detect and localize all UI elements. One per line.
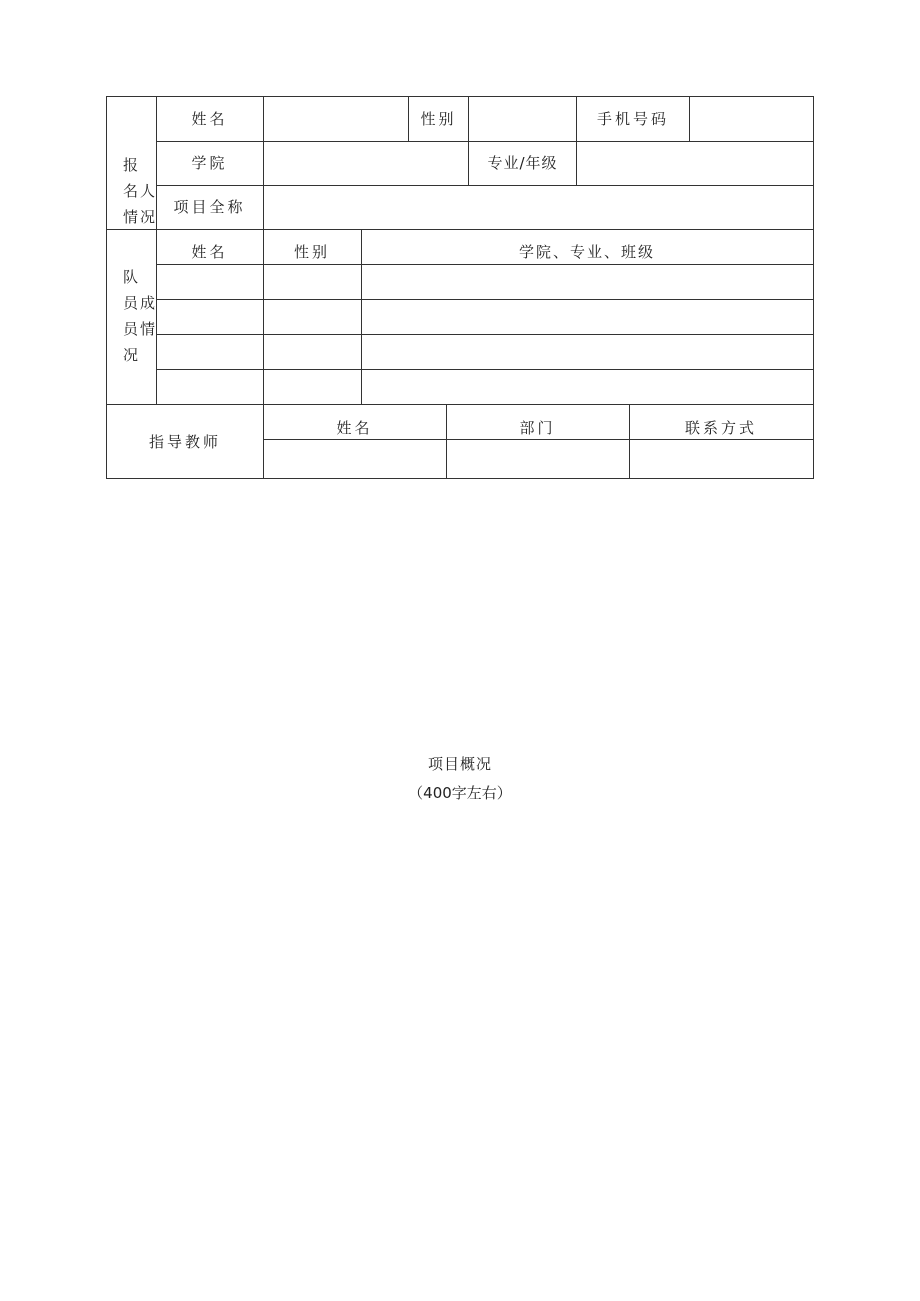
team-section-label: 队 员成 员情 况 [123,268,158,364]
project-summary-note: （400字左右） [408,784,512,802]
major-grade-label: 专业/年级 [487,154,558,172]
advisor-name-header: 姓名 [336,419,373,437]
team-member-college-field[interactable] [362,300,813,334]
applicant-gender-field[interactable] [469,98,576,141]
project-name-label: 项目全称 [173,198,246,216]
row-divider [107,229,813,230]
college-label: 学院 [191,154,228,172]
advisor-contact-header: 联系方式 [684,419,757,437]
phone-label: 手机号码 [596,110,669,128]
applicant-section-label: 报 名人 情况 [123,156,158,226]
team-name-header: 姓名 [191,243,228,261]
advisor-dept-header: 部门 [519,419,556,437]
team-member-gender-field[interactable] [264,265,361,299]
registration-form-table [106,96,814,479]
project-summary-title: 项目概况 [427,755,492,773]
project-name-field[interactable] [264,186,813,229]
team-member-college-field[interactable] [362,265,813,299]
applicant-name-field[interactable] [264,98,408,141]
row-divider [107,404,813,405]
team-member-college-field[interactable] [362,370,813,404]
team-gender-header: 性别 [293,243,330,261]
team-member-gender-field[interactable] [264,335,361,369]
team-member-college-field[interactable] [362,335,813,369]
applicant-major-field[interactable] [577,142,813,185]
team-member-name-field[interactable] [157,265,263,299]
team-college-header: 学院、专业、班级 [518,243,655,261]
team-member-name-field[interactable] [157,370,263,404]
team-member-gender-field[interactable] [264,370,361,404]
advisor-name-field[interactable] [264,440,446,478]
applicant-phone-field[interactable] [690,98,813,141]
applicant-college-field[interactable] [264,142,468,185]
team-member-gender-field[interactable] [264,300,361,334]
team-member-name-field[interactable] [157,300,263,334]
advisor-contact-field[interactable] [630,440,813,478]
team-member-name-field[interactable] [157,335,263,369]
gender-label: 性别 [420,110,457,128]
advisor-section-label: 指导教师 [148,433,221,451]
advisor-dept-field[interactable] [447,440,629,478]
name-label: 姓名 [191,110,228,128]
